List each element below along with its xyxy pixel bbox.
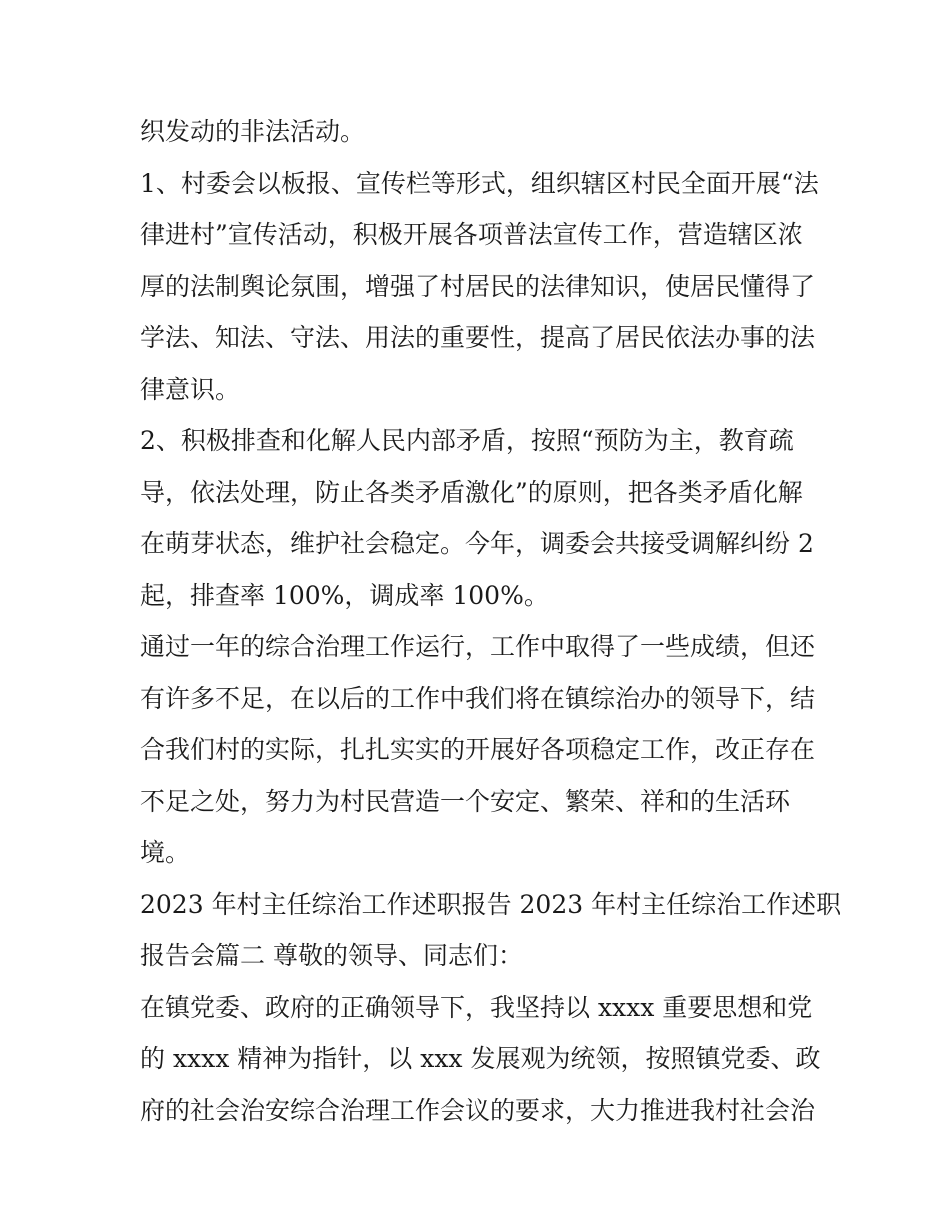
text-line: 导，依法处理，防止各类矛盾激化”的原则，把各类矛盾化解 bbox=[140, 477, 803, 507]
text-line: 通过一年的综合治理工作运行，工作中取得了一些成绩，但还 bbox=[140, 632, 816, 661]
text-line: 律意识。 bbox=[140, 374, 241, 404]
text-line: 律进村”宣传活动，积极开展各项普法宣传工作，营造辖区浓 bbox=[140, 220, 803, 249]
text-line: 厚的法制舆论氛围，增强了村居民的法律知识，使居民懂得了 bbox=[140, 271, 816, 301]
text-line: 起，排查率 100%，调成率 100%。 bbox=[140, 580, 549, 610]
text-line: 1、村委会以板报、宣传栏等形式，组织辖区村民全面开展“法 bbox=[140, 168, 819, 198]
text-line: 学法、知法、守法、用法的重要性，提高了居民依法办事的法 bbox=[140, 323, 816, 352]
text-line: 有许多不足，在以后的工作中我们将在镇综治办的领导下，结 bbox=[140, 683, 816, 713]
document-body bbox=[140, 106, 842, 1136]
text-line: 的 xxxx 精神为指针，以 xxx 发展观为统领，按照镇党委、政 bbox=[140, 1044, 821, 1073]
text-line: 织发动的非法活动。 bbox=[140, 117, 366, 146]
text-line: 报告会篇二 尊敬的领导、同志们： bbox=[140, 941, 523, 970]
text-line: 境。 bbox=[140, 838, 191, 867]
text-line: 2023 年村主任综治工作述职报告 2023 年村主任综治工作述职 bbox=[140, 889, 842, 919]
text-line: 合我们村的实际，扎扎实实的开展好各项稳定工作，改正存在 bbox=[140, 735, 816, 764]
text-line: 不足之处，努力为村民营造一个安定、繁荣、祥和的生活环 bbox=[140, 786, 791, 816]
text-line: 在萌芽状态，维护社会稳定。今年，调委会共接受调解纠纷 2 bbox=[140, 529, 814, 558]
text-line: 2、积极排查和化解人民内部矛盾，按照“预防为主，教育疏 bbox=[140, 426, 794, 455]
text-line: 在镇党委、政府的正确领导下，我坚持以 xxxx 重要思想和党 bbox=[140, 992, 813, 1022]
text-line: 府的社会治安综合治理工作会议的要求，大力推进我村社会治 bbox=[140, 1095, 816, 1125]
